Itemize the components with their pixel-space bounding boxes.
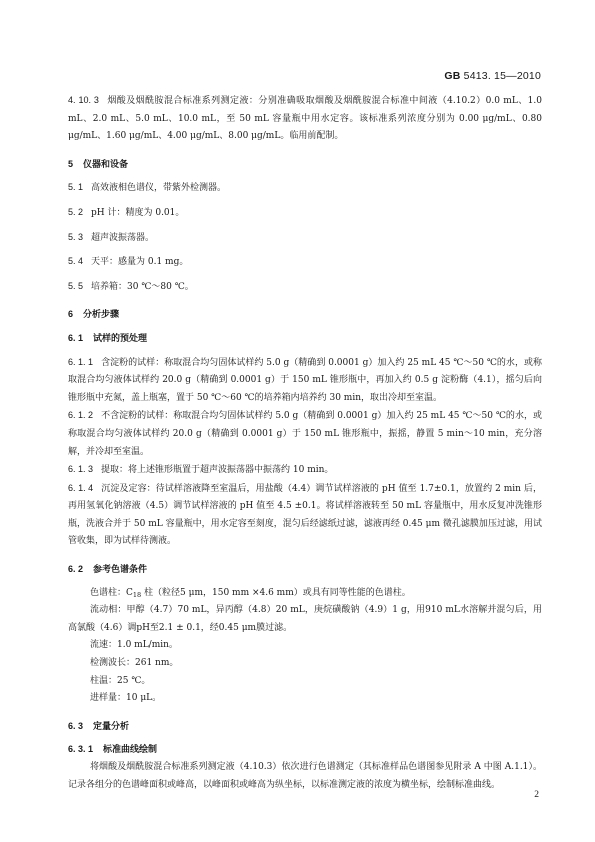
clause-text: 提取：将上述锥形瓶置于超声波振荡器中振荡约 10 min。 xyxy=(101,465,334,476)
clause-text: 天平：感量为 0.1 mg。 xyxy=(91,257,189,268)
clause-id: 5. 4 xyxy=(68,256,84,267)
condition-column-pre: 色谱柱：C xyxy=(90,587,133,598)
section-title: 标准曲线绘制 xyxy=(103,744,158,755)
section-6-heading xyxy=(68,306,542,324)
clause-id: 5. 3 xyxy=(68,231,84,242)
section-5-heading xyxy=(68,156,542,174)
clause-text: 高效液相色谱仪，带紫外检测器。 xyxy=(91,183,227,194)
clause-5-1 xyxy=(68,179,542,198)
clause-6-1-1 xyxy=(68,354,542,408)
clause-id: 5. 1 xyxy=(68,182,84,193)
condition-flow: 流速：1.0 mL/min。 xyxy=(90,640,178,651)
subsection-6-2-heading xyxy=(68,561,542,579)
clause-6-1-2 xyxy=(68,407,542,461)
clause-text: 培养箱：30 ℃～80 ℃。 xyxy=(91,281,194,292)
clause-6-1-4 xyxy=(68,480,542,551)
clause-text: 烟酸及烟酰胺混合标准系列测定液：分别准确吸取烟酸及烟酰胺混合标准中间液（4.10.2）0.0 mL、1.0 mL、2.0 mL、5.0 mL、10.0 mL，至 50 mL 容量瓶中用水定容。该标准系列浓度分别为 0.00 μg/mL、0.80 μg/mL、1.60 μg/mL、4.00 μg/mL、8.00 μg/mL。临用前配制。 xyxy=(68,96,542,142)
clause-id: 6. 1. 4 xyxy=(68,482,94,493)
condition-injection: 进样量：10 μL。 xyxy=(90,693,162,704)
section-title: 定量分析 xyxy=(93,720,130,731)
section-id: 6. 3 xyxy=(68,720,84,731)
section-title: 仪器和设备 xyxy=(83,158,129,169)
section-title: 试样的预处理 xyxy=(93,332,148,343)
clause-text: 含淀粉的试样：称取混合均匀固体试样约 5.0 g（精确到 0.0001 g）加入约 25 mL 45 ℃～50 ℃的水，或称取混合均匀液体试样约 20.0 g（精确到 0.0001 g）于 150 mL 锥形瓶中，再加入约 0.5 g 淀粉酶（4.1），摇匀后向锥形瓶中充氮，盖上瓶塞，置于 50 ℃～60 ℃的培养箱内培养约 30 min，取出冷却至室温。 xyxy=(68,357,542,403)
section-title: 分析步骤 xyxy=(83,309,120,320)
clause-id: 6. 1. 2 xyxy=(68,410,94,421)
clause-5-2 xyxy=(68,204,542,223)
clause-text: pH 计：精度为 0.01。 xyxy=(91,207,185,218)
section-id: 5 xyxy=(68,158,74,169)
clause-id: 5. 2 xyxy=(68,206,84,217)
clause-4-10-3 xyxy=(68,92,542,146)
clause-text: 超声波振荡器。 xyxy=(91,232,155,243)
clause-id: 6. 1. 1 xyxy=(68,356,94,367)
clause-5-3 xyxy=(68,229,542,248)
section-id: 6. 1 xyxy=(68,332,84,343)
subsection-6-1-heading xyxy=(68,330,542,348)
clause-5-4 xyxy=(68,253,542,272)
condition-column-post: 柱（粒径5 μm，150 mm ×4.6 mm）或具有同等性能的色谱柱。 xyxy=(141,587,411,598)
clause-id: 5. 5 xyxy=(68,280,84,291)
section-id: 6. 2 xyxy=(68,564,84,575)
subsection-6-3-1-heading xyxy=(68,741,542,759)
condition-temperature: 柱温：25 ℃。 xyxy=(90,675,151,686)
page-number: 2 xyxy=(534,790,539,800)
condition-mobile-phase: 流动相：甲醇（4.7）70 mL，异丙醇（4.8）20 mL，庚烷磺酸钠（4.9）1 g，用910 mL水溶解并混匀后，用高氯酸（4.6）调pH至2.1 ± 0.1，经0.45 μm膜过滤。 xyxy=(68,605,542,633)
condition-column-sub: 18 xyxy=(132,590,142,599)
clause-text: 沉淀及定容：待试样溶液降至室温后，用盐酸（4.4）调节试样溶液的 pH 值至 1.7±0.1，放置约 2 min 后，再用氢氧化钠溶液（4.5）调节试样溶液的 pH 值至 4.5 ±0.1。将试样溶液转至 50 mL 容量瓶中，用水反复冲洗锥形瓶，洗液合并于 50 mL 容量瓶中，用水定容至刻度，混匀后经滤纸过滤，滤液再经 0.45 μm 微孔滤膜加压过滤，用试管收集，即为试样待测液。 xyxy=(68,483,542,547)
section-id: 6 xyxy=(68,309,74,320)
section-id: 6. 3. 1 xyxy=(68,744,94,755)
clause-id: 6. 1. 3 xyxy=(68,464,94,475)
clause-6-1-3 xyxy=(68,461,542,480)
standard-number-header xyxy=(444,70,541,82)
standard-prefix: GB xyxy=(444,70,461,82)
condition-wavelength: 检测波长：261 nm。 xyxy=(90,658,179,669)
condition-column xyxy=(68,585,542,603)
clause-5-5 xyxy=(68,278,542,297)
clause-id: 4. 10. 3 xyxy=(68,95,99,105)
page-body xyxy=(68,92,542,794)
clause-text: 不含淀粉的试样：称取混合均匀固体试样约 5.0 g（精确到 0.0001 g）加入约 25 mL 45 ℃～50 ℃的水，或称取混合均匀液体试样约 20.0 g（精确到 0.0001 g）于 150 mL 锥形瓶中，振摇，静置 5 min～10 min，充分溶解，并冷却至室温。 xyxy=(68,411,542,457)
standard-number: 5413. 15—2010 xyxy=(463,70,541,82)
standard-curve-text: 将烟酸及烟酰胺混合标准系列测定液（4.10.3）依次进行色谱测定（其标准样品色谱图参见附录 A 中图 A.1.1）。记录各组分的色谱峰面积或峰高，以峰面积或峰高为纵坐标，以标准测定液的浓度为横坐标，绘制标准曲线。 xyxy=(68,762,542,790)
subsection-6-3-heading xyxy=(68,718,542,736)
section-title: 参考色谱条件 xyxy=(93,564,148,575)
